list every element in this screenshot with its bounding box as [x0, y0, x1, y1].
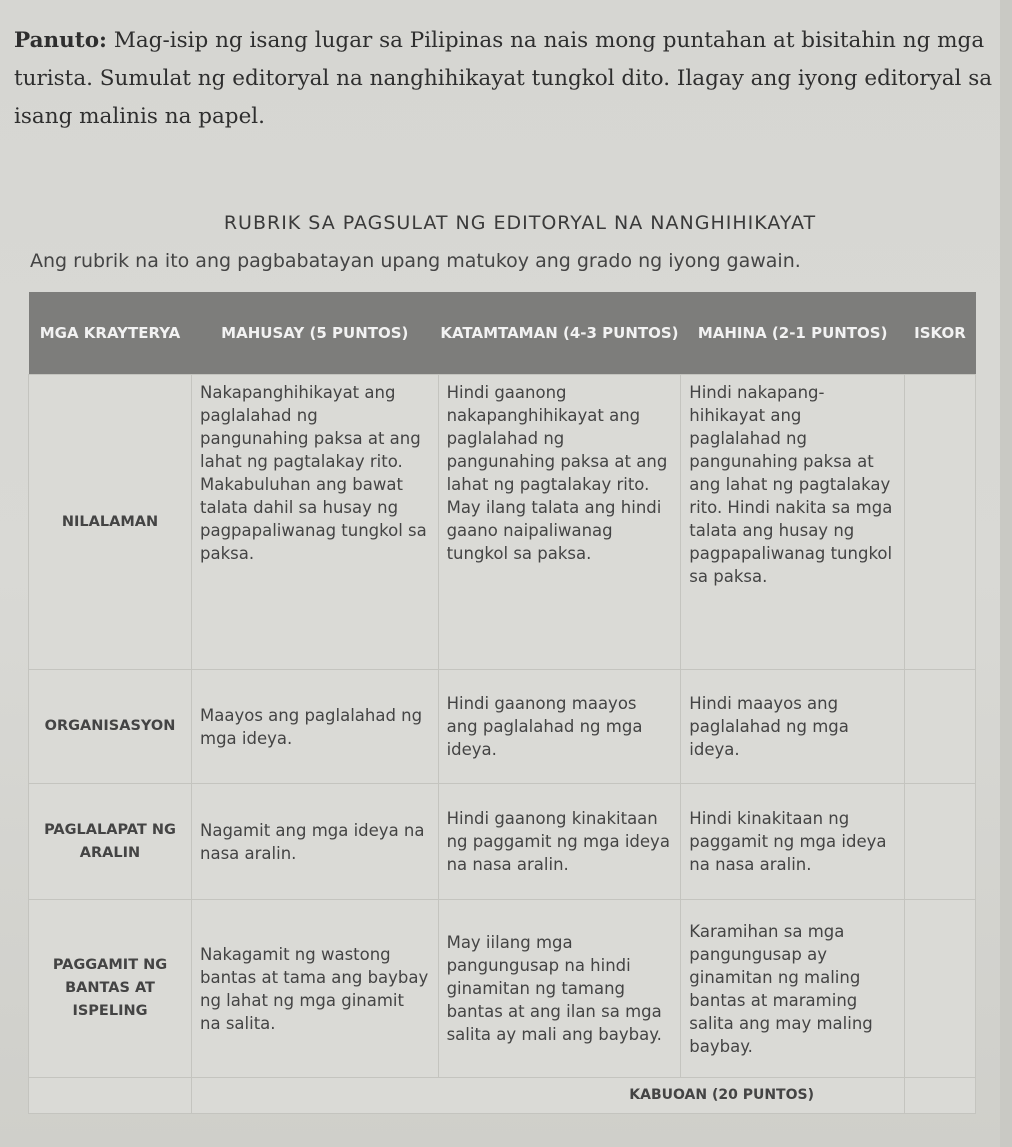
score-cell[interactable]	[905, 670, 976, 784]
total-label: KABUOAN (20 PUNTOS)	[192, 1078, 905, 1114]
katamtaman-cell: May iilang mga pangungusap na hindi ginamitan ng tamang bantas at ang ilan sa mga salita ay mali ang baybay.	[438, 900, 681, 1078]
katamtaman-cell: Hindi gaanong nakapanghihikayat ang paglalahad ng pangunahing paksa at ang lahat ng pagtalakay rito. May ilang talata ang hindi gaano naipaliwanag tungkol sa paksa.	[438, 375, 681, 670]
mahusay-cell: Nakagamit ng wastong bantas at tama ang baybay ng lahat ng mga ginamit na salita.	[192, 900, 439, 1078]
criteria-cell: ORGANISASYON	[29, 670, 192, 784]
mahusay-cell: Maayos ang paglalahad ng mga ideya.	[192, 670, 439, 784]
instructions-text: Mag-isip ng isang lugar sa Pilipinas na nais mong puntahan at bisitahin ng mga turista. Sumulat ng editoryal na nanghihikayat tungkol dito. Ilagay ang iyong editoryal sa isang malinis na papel.	[14, 28, 993, 129]
table-row	[29, 670, 976, 784]
rubric-subtitle: Ang rubrik na ito ang pagbabatayan upang matukoy ang grado ng iyong gawain.	[30, 250, 801, 272]
mahina-cell: Hindi kinakitaan ng paggamit ng mga ideya na nasa aralin.	[681, 784, 905, 900]
header-katamtaman: KATAMTAMAN (4-3 PUNTOS)	[438, 292, 681, 375]
criteria-cell: PAGGAMIT NG BANTAS AT ISPELING	[29, 900, 192, 1078]
total-row	[29, 1078, 976, 1114]
mahina-cell: Hindi nakapang-hihikayat ang paglalahad ng pangunahing paksa at ang lahat ng pagtalakay rito. Hindi nakita sa mga talata ang husay ng pagpapaliwanag tungkol sa paksa.	[681, 375, 905, 670]
table-row	[29, 900, 976, 1078]
instructions-label: Panuto:	[14, 28, 107, 53]
criteria-cell: NILALAMAN	[29, 375, 192, 670]
header-criteria: MGA KRAYTERYA	[29, 292, 192, 375]
header-iskor: ISKOR	[905, 292, 976, 375]
header-mahina: MAHINA (2-1 PUNTOS)	[681, 292, 905, 375]
score-cell[interactable]	[905, 784, 976, 900]
rubric-title: RUBRIK SA PAGSULAT NG EDITORYAL NA NANGHIHIKAYAT	[223, 212, 817, 234]
rubric-table	[28, 292, 976, 1114]
mahusay-cell: Nagamit ang mga ideya na nasa aralin.	[192, 784, 439, 900]
mahina-cell: Karamihan sa mga pangungusap ay ginamitan ng maling bantas at maraming salita ang may maling baybay.	[681, 900, 905, 1078]
mahusay-cell: Nakapanghihikayat ang paglalahad ng pangunahing paksa at ang lahat ng pagtalakay rito. Makabuluhan ang bawat talata dahil sa husay ng pagpapaliwanag tungkol sa paksa.	[192, 375, 439, 670]
score-cell[interactable]	[905, 900, 976, 1078]
katamtaman-cell: Hindi gaanong kinakitaan ng paggamit ng mga ideya na nasa aralin.	[438, 784, 681, 900]
total-score-cell[interactable]	[905, 1078, 976, 1114]
mahina-cell: Hindi maayos ang paglalahad ng mga ideya.	[681, 670, 905, 784]
table-row	[29, 784, 976, 900]
table-row	[29, 375, 976, 670]
instructions	[14, 22, 994, 136]
table-header-row	[29, 292, 976, 375]
header-mahusay: MAHUSAY (5 PUNTOS)	[192, 292, 439, 375]
katamtaman-cell: Hindi gaanong maayos ang paglalahad ng mga ideya.	[438, 670, 681, 784]
score-cell[interactable]	[905, 375, 976, 670]
criteria-cell: PAGLALAPAT NG ARALIN	[29, 784, 192, 900]
